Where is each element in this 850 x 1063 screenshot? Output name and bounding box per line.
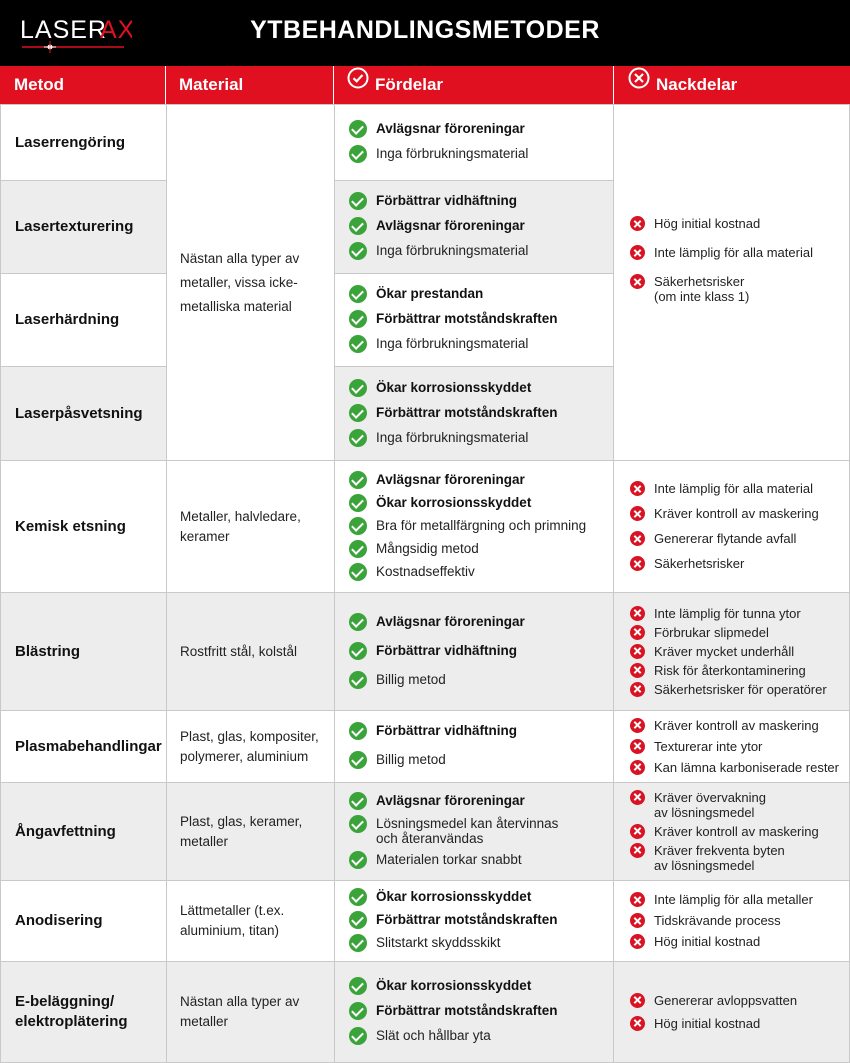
cross-icon xyxy=(630,506,645,521)
pros-cell xyxy=(334,180,614,274)
con-item xyxy=(630,556,819,571)
pro-item xyxy=(349,564,586,581)
pros-cell xyxy=(334,366,614,461)
cons-list xyxy=(630,881,813,960)
check-icon xyxy=(349,540,367,558)
pros-cell xyxy=(334,460,614,593)
pro-item xyxy=(349,193,528,210)
con-text: Kräver kontroll av maskering xyxy=(654,717,819,733)
material-cell xyxy=(166,104,335,461)
check-icon xyxy=(349,1027,367,1045)
cross-icon xyxy=(630,993,645,1008)
con-item xyxy=(630,531,819,546)
pro-item xyxy=(349,405,558,422)
pros-list xyxy=(349,962,558,1061)
check-icon xyxy=(349,471,367,489)
header-material: Material xyxy=(179,75,244,94)
pros-cell xyxy=(334,880,614,962)
pro-item xyxy=(349,518,586,535)
method-name: Kemisk etsning xyxy=(15,517,126,535)
con-item xyxy=(630,760,839,775)
check-icon xyxy=(349,722,367,740)
pro-item xyxy=(349,495,586,512)
cons-list xyxy=(630,205,813,315)
cross-icon xyxy=(630,245,645,260)
cross-icon xyxy=(630,843,645,858)
logo-word: LASER xyxy=(20,16,107,44)
pro-item xyxy=(349,541,586,558)
pros-cell xyxy=(334,592,614,711)
header-pros xyxy=(347,66,443,104)
header-pros-label: Fördelar xyxy=(375,75,444,94)
con-item xyxy=(630,274,813,304)
con-text: Kräver övervakning av lösningsmedel xyxy=(654,789,766,820)
pro-item xyxy=(349,672,525,689)
cross-icon xyxy=(630,481,645,496)
con-text: Kräver kontroll av maskering xyxy=(654,506,819,521)
con-text: Inte lämplig för tunna ytor xyxy=(654,605,801,621)
con-item xyxy=(630,625,827,640)
pros-list xyxy=(349,783,558,879)
pro-text: Förbättrar vidhäftning xyxy=(376,193,517,208)
pro-item xyxy=(349,978,558,995)
material-cell xyxy=(166,961,335,1063)
con-item xyxy=(630,216,813,231)
cons-list xyxy=(630,593,827,709)
method-cell xyxy=(0,710,167,783)
pros-list xyxy=(349,881,558,960)
con-text: Hög initial kostnad xyxy=(654,1015,761,1031)
material-text: Nästan alla typer av metaller xyxy=(180,994,300,1029)
con-item xyxy=(630,663,827,678)
check-circle-icon xyxy=(347,65,369,103)
con-text: Tidskrävande process xyxy=(654,913,781,928)
material-cell xyxy=(166,592,335,711)
material-text: Plast, glas, kompositer, polymerer, aluminium xyxy=(180,728,319,764)
con-text: Hög initial kostnad xyxy=(654,216,761,231)
cons-list xyxy=(630,962,797,1061)
cons-list xyxy=(630,783,819,879)
con-text: Genererar avloppsvatten xyxy=(654,992,798,1008)
method-name: Lasertexturering xyxy=(15,218,134,235)
cons-cell xyxy=(613,880,850,962)
con-item xyxy=(630,718,839,733)
cross-icon xyxy=(630,216,645,231)
pros-list xyxy=(349,461,586,591)
con-item xyxy=(630,481,819,496)
check-icon xyxy=(349,404,367,422)
material-cell xyxy=(166,880,335,962)
method-cell xyxy=(0,592,167,711)
con-text: Kräver mycket underhåll xyxy=(654,643,795,659)
con-text: Säkerhetsrisker (om inte klass 1) xyxy=(654,274,750,304)
con-item xyxy=(630,245,813,260)
check-icon xyxy=(349,671,367,689)
pro-item xyxy=(349,643,525,660)
con-item xyxy=(630,606,827,621)
pro-text: Slitstarkt skyddsskikt xyxy=(376,935,501,950)
con-item xyxy=(630,824,819,839)
check-icon xyxy=(349,1002,367,1020)
check-icon xyxy=(349,815,367,833)
con-text: Inte lämplig för alla material xyxy=(654,481,813,496)
check-icon xyxy=(349,751,367,769)
pro-item xyxy=(349,1028,558,1045)
x-circle-icon xyxy=(628,65,650,103)
check-icon xyxy=(349,335,367,353)
pros-cell xyxy=(334,273,614,367)
cross-icon xyxy=(630,718,645,733)
cross-icon xyxy=(630,556,645,571)
header-method: Metod xyxy=(14,75,65,94)
pro-item xyxy=(349,1003,558,1020)
con-item xyxy=(630,682,827,697)
check-icon xyxy=(349,145,367,163)
check-icon xyxy=(349,379,367,397)
pro-text: Inga förbrukningsmaterial xyxy=(376,336,529,351)
pro-text: Inga förbrukningsmaterial xyxy=(376,243,529,258)
check-icon xyxy=(349,517,367,535)
pro-item xyxy=(349,311,558,328)
method-name: Laserrengöring xyxy=(15,133,126,151)
cross-icon xyxy=(630,644,645,659)
con-item xyxy=(630,1016,797,1031)
page-title: YTBEHANDLINGSMETODER xyxy=(250,16,600,44)
method-name: Blästring xyxy=(15,642,81,660)
method-name: E-beläggning/ elektroplätering xyxy=(15,993,128,1030)
cons-list xyxy=(630,711,839,781)
pro-text: Lösningsmedel kan återvinnas och återanvändas xyxy=(376,816,559,846)
pro-text: Ökar korrosionsskyddet xyxy=(376,889,532,904)
pro-text: Ökar korrosionsskyddet xyxy=(376,978,532,993)
pro-text: Avlägsnar föroreningar xyxy=(376,471,525,487)
pro-text: Inga förbrukningsmaterial xyxy=(376,146,529,161)
con-text: Förbrukar slipmedel xyxy=(654,624,769,640)
check-icon xyxy=(349,563,367,581)
con-text: Texturerar inte ytor xyxy=(654,738,763,754)
header-cons-label: Nackdelar xyxy=(656,75,738,94)
check-icon xyxy=(349,613,367,631)
cons-cell xyxy=(613,104,850,461)
cross-icon xyxy=(630,913,645,928)
pro-item xyxy=(349,430,558,447)
check-icon xyxy=(349,977,367,995)
method-name: Anodisering xyxy=(15,912,103,929)
check-icon xyxy=(349,429,367,447)
pro-text: Avlägsnar föroreningar xyxy=(376,793,525,808)
pro-text: Förbättrar motståndskraften xyxy=(376,311,558,326)
cross-icon xyxy=(630,790,645,805)
con-text: Säkerhetsrisker xyxy=(654,556,745,571)
cons-cell xyxy=(613,592,850,711)
pro-item xyxy=(349,286,558,303)
pros-cell xyxy=(334,782,614,881)
pro-item xyxy=(349,146,528,163)
material-text: Rostfritt stål, kolstål xyxy=(180,643,298,659)
method-cell xyxy=(0,366,167,461)
pro-item xyxy=(349,380,558,397)
material-cell xyxy=(166,782,335,881)
method-name: Laserpåsvetsning xyxy=(15,404,143,422)
pro-item xyxy=(349,614,525,631)
pro-item xyxy=(349,889,558,906)
cons-cell xyxy=(613,782,850,881)
con-item xyxy=(630,506,819,521)
pros-cell xyxy=(334,104,614,181)
material-text: Nästan alla typer av metaller, vissa icke-metalliska material xyxy=(180,250,300,314)
cross-icon xyxy=(630,663,645,678)
cross-icon xyxy=(630,739,645,754)
check-icon xyxy=(349,494,367,512)
con-text: Inte lämplig för alla material xyxy=(654,245,813,260)
con-item xyxy=(630,892,813,907)
pro-text: Avlägsnar föroreningar xyxy=(376,121,525,136)
con-item xyxy=(630,790,819,820)
pro-text: Bra för metallfärgning och primning xyxy=(376,517,587,533)
method-cell xyxy=(0,273,167,367)
pro-item xyxy=(349,793,558,810)
pro-item xyxy=(349,752,517,769)
con-text: Kräver frekventa byten av lösningsmedel xyxy=(654,842,785,873)
con-text: Hög initial kostnad xyxy=(654,934,761,949)
pro-item xyxy=(349,121,528,138)
pro-item xyxy=(349,935,558,952)
pro-text: Kostnadseffektiv xyxy=(376,563,475,579)
method-cell xyxy=(0,782,167,881)
pro-item xyxy=(349,243,528,260)
cross-icon xyxy=(630,1016,645,1031)
cross-icon xyxy=(630,625,645,640)
pro-item xyxy=(349,723,517,740)
check-icon xyxy=(349,310,367,328)
method-name: Ångavfettning xyxy=(15,822,116,840)
pro-item xyxy=(349,336,558,353)
cons-list xyxy=(630,461,819,591)
header-cons xyxy=(628,66,737,104)
material-text: Plast, glas, keramer, metaller xyxy=(180,813,303,849)
method-name: Plasmabehandlingar xyxy=(15,737,162,755)
pro-item xyxy=(349,912,558,929)
pros-list xyxy=(349,105,528,179)
method-cell xyxy=(0,180,167,274)
check-icon xyxy=(349,888,367,906)
cross-icon xyxy=(630,824,645,839)
pro-text: Ökar prestandan xyxy=(376,286,484,301)
material-text: Lättmetaller (t.ex. aluminium, titan) xyxy=(180,903,285,938)
cons-cell xyxy=(613,460,850,593)
pro-text: Förbättrar motståndskraften xyxy=(376,404,558,420)
pro-text: Avlägsnar föroreningar xyxy=(376,613,525,629)
check-icon xyxy=(349,285,367,303)
logo-accent: AX xyxy=(100,16,132,44)
pro-item xyxy=(349,852,558,869)
con-item xyxy=(630,993,797,1008)
check-icon xyxy=(349,851,367,869)
pros-list xyxy=(349,181,528,272)
cross-icon xyxy=(630,682,645,697)
pros-list xyxy=(349,367,558,459)
cons-cell xyxy=(613,961,850,1063)
con-item xyxy=(630,843,819,873)
con-text: Kan lämna karboniserade rester xyxy=(654,759,839,775)
method-cell xyxy=(0,880,167,962)
con-text: Kräver kontroll av maskering xyxy=(654,823,819,839)
check-icon xyxy=(349,242,367,260)
pro-text: Förbättrar motståndskraften xyxy=(376,1003,558,1018)
con-text: Genererar flytande avfall xyxy=(654,531,797,546)
check-icon xyxy=(349,217,367,235)
pro-text: Materialen torkar snabbt xyxy=(376,852,522,867)
con-item xyxy=(630,739,839,754)
pro-text: Inga förbrukningsmaterial xyxy=(376,429,529,445)
table-header xyxy=(0,66,850,104)
con-text: Inte lämplig för alla metaller xyxy=(654,892,813,907)
pro-text: Förbättrar vidhäftning xyxy=(376,723,517,738)
check-icon xyxy=(349,120,367,138)
pro-item xyxy=(349,218,528,235)
pros-list xyxy=(349,593,525,709)
pro-text: Ökar korrosionsskyddet xyxy=(376,494,532,510)
con-item xyxy=(630,644,827,659)
check-icon xyxy=(349,911,367,929)
pro-text: Förbättrar vidhäftning xyxy=(376,642,517,658)
material-cell xyxy=(166,460,335,593)
method-cell xyxy=(0,961,167,1063)
con-item xyxy=(630,934,813,949)
pros-cell xyxy=(334,710,614,783)
pro-text: Billig metod xyxy=(376,752,446,767)
cross-icon xyxy=(630,606,645,621)
check-icon xyxy=(349,642,367,660)
pro-text: Billig metod xyxy=(376,671,446,687)
material-text: Metaller, halvledare, keramer xyxy=(180,508,301,544)
pro-text: Förbättrar motståndskraften xyxy=(376,912,558,927)
check-icon xyxy=(349,792,367,810)
cross-icon xyxy=(630,934,645,949)
method-name: Laserhärdning xyxy=(15,311,120,328)
con-item xyxy=(630,913,813,928)
pro-text: Avlägsnar föroreningar xyxy=(376,218,525,233)
pro-text: Ökar korrosionsskyddet xyxy=(376,379,532,395)
cross-icon xyxy=(630,274,645,289)
pro-item xyxy=(349,472,586,489)
cons-cell xyxy=(613,710,850,783)
cross-icon xyxy=(630,760,645,775)
con-text: Säkerhetsrisker för operatörer xyxy=(654,681,827,697)
pros-cell xyxy=(334,961,614,1063)
pro-item xyxy=(349,816,558,846)
material-cell xyxy=(166,710,335,783)
method-cell xyxy=(0,104,167,181)
pros-list xyxy=(349,274,558,365)
cross-icon xyxy=(630,531,645,546)
check-icon xyxy=(349,934,367,952)
top-bar xyxy=(0,0,850,66)
pro-text: Slät och hållbar yta xyxy=(376,1028,491,1043)
method-cell xyxy=(0,460,167,593)
pros-list xyxy=(349,711,517,781)
check-icon xyxy=(349,192,367,210)
cross-icon xyxy=(630,892,645,907)
pro-text: Mångsidig metod xyxy=(376,540,479,556)
con-text: Risk för återkontaminering xyxy=(654,662,806,678)
